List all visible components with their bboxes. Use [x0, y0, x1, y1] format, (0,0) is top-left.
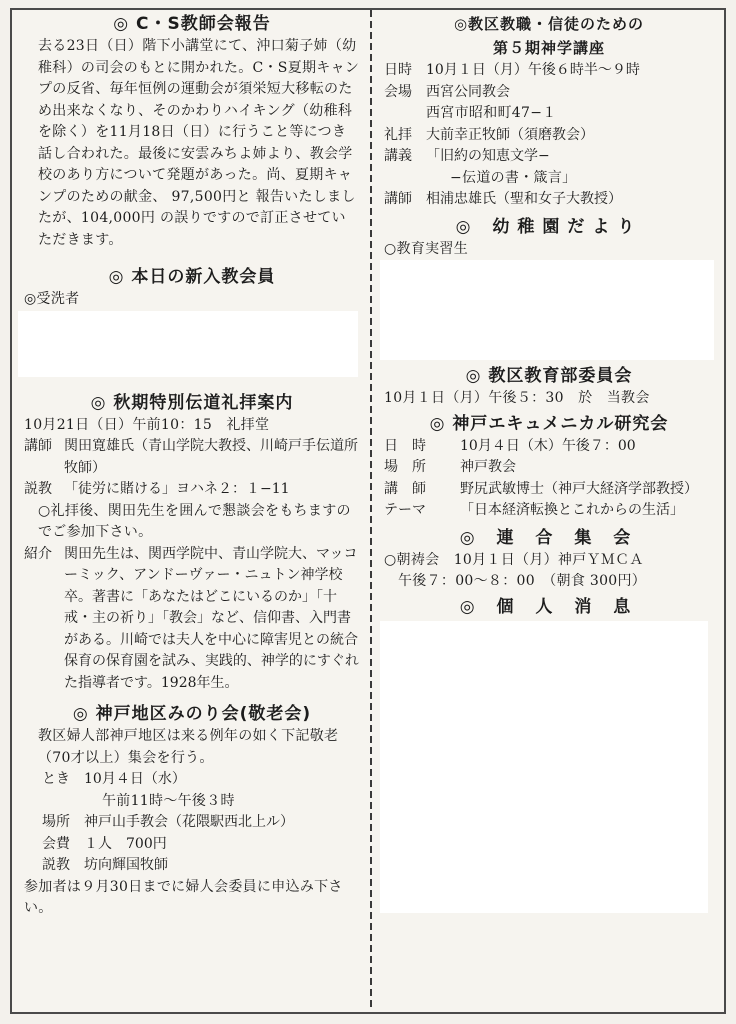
student-teacher-label: ○教育実習生 [384, 240, 469, 257]
seminar-lecture-value: 「旧約の知恵文学− [426, 148, 550, 164]
intro-value: 関田先生は、関西学院中、青山学院大、マッコーミック、アンドーヴァー・ニュトン神学校卒。著書に「あなたはどこにいるのか」「十戒・主の祈り」「教会」など、信仰書、入門書がある。川崎では夫人を中心に障害児との統合保育の保育園を試み、実践的、神学的にすぐれた指導者です。1928年生。 [64, 545, 359, 691]
column-divider [370, 10, 372, 1010]
minori-heading: ◎ 神戸地区みのり会(敬老会) [72, 704, 312, 724]
sermon-value: 「徒労に賭ける」ヨハネ２：１−11 [64, 481, 290, 497]
seminar-worship-key: 礼拝 [384, 126, 412, 143]
rengo-line-1: ○朝祷会 10月１日（月）神戸ＹＭＣＡ [384, 551, 644, 568]
intro-key: 紹介 [24, 545, 52, 562]
seminar-worship-row [384, 125, 714, 147]
minori-time-row [24, 769, 360, 791]
ecumenical-place-key: 場 所 [384, 459, 426, 475]
ecumenical-place-row [384, 457, 714, 479]
seminar-heading-2: 第５期神学講座 [492, 39, 605, 57]
seminar-lecture-value-2: −伝道の書・箴言」 [450, 169, 577, 186]
rengo-line-2: 午後７：00〜８：00 （朝食 300円） [398, 573, 647, 589]
ecumenical-date-value: 10月４日（木）午後７：00 [460, 437, 636, 454]
ecumenical-theme-key: テーマ [384, 502, 426, 518]
minori-place-row [24, 812, 360, 834]
seminar-lecturer-key: 講師 [384, 191, 412, 207]
seminar-lecturer-value: 相浦忠雄氏（聖和女子大教授） [426, 191, 622, 207]
minori-fee-row [24, 834, 360, 856]
ecumenical-date-key: 日 時 [384, 437, 426, 454]
minori-sermon-row [24, 855, 360, 877]
seminar-worship-value: 大前幸正牧師（須磨教会） [426, 126, 594, 143]
seminar-date-row [384, 60, 714, 82]
autumn-date-line: 10月21日（日）午前10：15 礼拝堂 [24, 416, 270, 433]
speaker-value: 関田寛雄氏（青山学院大教授、川崎戸手伝道所牧師） [64, 438, 358, 476]
ecumenical-speaker-row [384, 479, 714, 501]
redacted-block [18, 311, 358, 377]
time-value: 10月４日（水） [84, 771, 186, 787]
autumn-intro-row [24, 544, 360, 695]
seminar-venue-key: 会場 [384, 83, 412, 100]
kindergarten-heading: ◎ 幼稚園だより [455, 216, 643, 237]
seminar-venue-row [384, 82, 714, 104]
fee-key: 会費 [42, 835, 70, 852]
personal-heading: ◎ 個 人 消 息 [459, 596, 639, 617]
time-key: とき [42, 771, 70, 787]
autumn-speaker-row [24, 436, 360, 479]
right-column [384, 12, 714, 919]
education-body: 10月１日（月）午後５：30 於 当教会 [384, 390, 650, 406]
seminar-venue-value: 西宮公同教会 [426, 83, 510, 100]
rengo-heading: ◎ 連 合 集 会 [459, 527, 639, 548]
minori-footer: 参加者は９月30日までに婦人会委員に申込み下さい。 [24, 878, 343, 916]
seminar-lecture-row [384, 146, 714, 168]
sermon-key: 説教 [24, 481, 52, 497]
seminar-lecturer-row [384, 189, 714, 211]
redacted-block [380, 621, 708, 913]
seminar-venue-address: 西宮市昭和町47−１ [426, 105, 557, 121]
left-column [24, 12, 360, 920]
ecumenical-speaker-value: 野尻武敏博士（神戸大経済学部教授） [460, 480, 698, 497]
ecumenical-heading: ◎ 神戸エキュメニカル研究会 [429, 413, 669, 434]
minori-body: 教区婦人部神戸地区は来る例年の如く下記敬老（70才以上）集会を行う。 [38, 728, 339, 766]
new-members-heading: ◎ 本日の新入教会員 [108, 267, 276, 287]
seminar-date-key: 日時 [384, 62, 412, 78]
place-value: 神戸山手教会（花隈駅西北上ル） [84, 814, 294, 830]
autumn-service-heading: ◎ 秋期特別伝道礼拝案内 [90, 392, 294, 413]
seminar-heading-1: ◎教区教職・信徒のための [453, 15, 645, 33]
seminar-date-value: 10月１日（月）午後６時半〜９時 [426, 62, 640, 78]
cs-report-heading: ◎ C・S教師会報告 [113, 14, 271, 34]
minori-sermon-key: 説教 [42, 857, 70, 873]
fee-value: １人 700円 [84, 835, 167, 852]
ecumenical-date-row [384, 436, 714, 458]
autumn-sermon-row [24, 479, 360, 501]
autumn-note: ○礼拝後、関田先生を囲んで懇談会をもちますのでご参加下さい。 [38, 502, 351, 540]
baptized-label: ◎受洗者 [24, 291, 80, 307]
place-key: 場所 [42, 814, 70, 830]
redacted-block [380, 260, 714, 360]
ecumenical-place-value: 神戸教会 [460, 459, 516, 475]
ecumenical-speaker-key: 講 師 [384, 480, 426, 497]
seminar-lecture-key: 講義 [384, 148, 412, 164]
cs-report-body: 去る23日（日）階下小講堂にて、沖口菊子姉（幼稚科）の司会のもとに開かれた。C・S夏期キャンプの反省、毎年恒例の運動会が須栄短大移転のため出来なくなり、そのかわりハイキング（幼稚科を除く）を11月18日（日）に行うこと等につき話し合われた。最後に安雲みちよ姉より、教会学校のあり方について発題があった。尚、夏期キャンプのための献金、 97,500円と 報告いたしましたが、104,000円 の誤りですので訂正させていただきます。 [38, 38, 360, 248]
time-value-2: 午前11時〜午後３時 [102, 792, 235, 809]
minori-sermon-value: 坊向輝国牧師 [84, 857, 168, 873]
ecumenical-theme-row [384, 500, 714, 522]
speaker-key: 講師 [24, 438, 52, 454]
ecumenical-theme-value: 「日本経済転換とこれからの生活」 [460, 502, 684, 518]
education-heading: ◎ 教区教育部委員会 [465, 366, 633, 386]
